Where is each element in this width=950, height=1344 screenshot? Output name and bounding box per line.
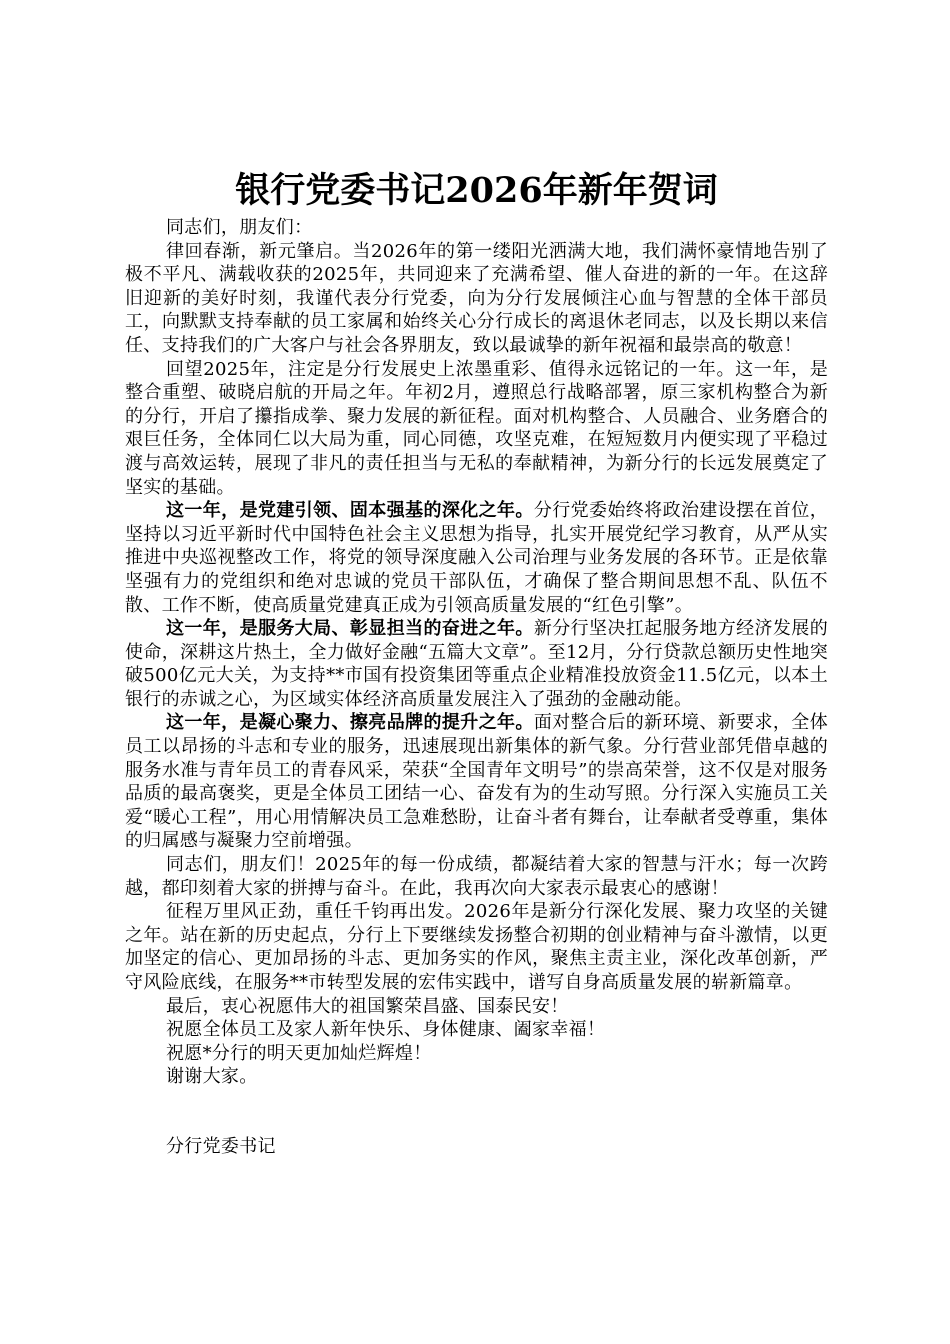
document-page xyxy=(125,168,828,1159)
title-suffix: 年新年贺词 xyxy=(542,170,718,211)
paragraph-outlook: 征程万里风正劲，重任千钧再出发。2026年是新分行深化发展、聚力攻坚的关键之年。站在新的历史起点，分行上下要继续发扬整合初期的创业精神与奋斗激情，以更加坚定的信心、更加昂扬的斗志、更加务实的作风，聚焦主责主业，深化改革创新，严守风险底线，在服务**市转型发展的宏伟实践中，谱写自身高质量发展的崭新篇章。 xyxy=(125,901,828,993)
closing: 谢谢大家。 xyxy=(166,1066,258,1088)
wish-branch: 祝愿*分行的明天更加灿烂辉煌！ xyxy=(166,1042,432,1064)
paragraph-thanks: 同志们，朋友们！2025年的每一份成绩，都凝结着大家的智慧与汗水；每一次跨越，都印刻着大家的拼搏与奋斗。在此，我再次向大家表示最衷心的感谢！ xyxy=(125,854,828,899)
paragraph-brand xyxy=(125,711,828,853)
document-body xyxy=(125,216,828,1159)
title-prefix: 银行党委书记 xyxy=(235,170,446,211)
paragraph-text: 分行党委始终将政治建设摆在首位，坚持以习近平新时代中国特色社会主义思想为指导，扎实开展党纪学习教育，从严从实推进中央巡视整改工作，将党的领导深度融入公司治理与业务发展的各环节。正是依靠坚强有力的党组织和绝对忠诚的党员干部队伍，才确保了整合期间思想不乱、队伍不散、工作不断，使高质量党建真正成为引领高质量发展的“红色引擎”。 xyxy=(125,500,828,616)
paragraph-text: 新分行坚决扛起服务地方经济发展的使命，深耕这片热土，全力做好金融“五篇大文章”。至12月，分行贷款总额历史性地突破500亿元大关，为支持**市国有投资集团等重点企业精准投放资金11.5亿元，以本土银行的赤诚之心，为区域实体经济高质量发展注入了强劲的金融动能。 xyxy=(125,618,828,710)
paragraph-text: 面对整合后的新环境、新要求，全体员工以昂扬的斗志和专业的服务，迅速展现出新集体的新气象。分行营业部凭借卓越的服务水准与青年员工的青春风采，荣获“全国青年文明号”的崇高荣誉，这不仅是对服务品质的最高褒奖，更是全体员工团结一心、奋发有为的生动写照。分行深入实施员工关爱“暖心工程”，用心用情解决员工急难愁盼，让奋斗者有舞台，让奉献者受尊重，集体的归属感与凝聚力空前增强。 xyxy=(125,712,828,852)
paragraph-lead: 这一年，是党建引领、固本强基的深化之年。 xyxy=(166,500,534,522)
paragraph-lead: 这一年，是凝心聚力、擦亮品牌的提升之年。 xyxy=(166,712,534,734)
wish-country: 最后，衷心祝愿伟大的祖国繁荣昌盛、国泰民安！ xyxy=(166,995,569,1017)
wish-employees: 祝愿全体员工及家人新年快乐、身体健康、阖家幸福！ xyxy=(166,1019,606,1041)
paragraph-lead: 这一年，是服务大局、彰显担当的奋进之年。 xyxy=(166,618,534,640)
paragraph-service xyxy=(125,617,828,711)
paragraph-party-building xyxy=(125,499,828,617)
signature-spacer xyxy=(125,1089,828,1135)
paragraph-opening: 律回春渐，新元肇启。当2026年的第一缕阳光洒满大地，我们满怀豪情地告别了极不平凡、满载收获的2025年，共同迎来了充满希望、催人奋进的新的一年。在这辞旧迎新的美好时刻，我谨代表分行党委，向为分行发展倾注心血与智慧的全体干部员工，向默默支持奉献的员工家属和始终关心分行成长的离退休老同志，以及长期以来信任、支持我们的广大客户与社会各界朋友，致以最诚挚的新年祝福和最崇高的敬意！ xyxy=(125,240,828,356)
paragraph-review: 回望2025年，注定是分行发展史上浓墨重彩、值得永远铭记的一年。这一年，是整合重塑、破晓启航的开局之年。年初2月，遵照总行战略部署，原三家机构整合为新的分行，开启了攥指成拳、聚力发展的新征程。面对机构整合、人员融合、业务磨合的艰巨任务，全体同仁以大局为重，同心同德，攻坚克难，在短短数月内便实现了平稳过渡与高效运转，展现了非凡的责任担当与无私的奉献精神，为新分行的长远发展奠定了坚实的基础。 xyxy=(125,358,828,498)
greeting: 同志们，朋友们： xyxy=(166,217,313,238)
page-title xyxy=(125,168,828,214)
signature: 分行党委书记 xyxy=(166,1135,276,1157)
title-year: 2026 xyxy=(445,170,543,211)
